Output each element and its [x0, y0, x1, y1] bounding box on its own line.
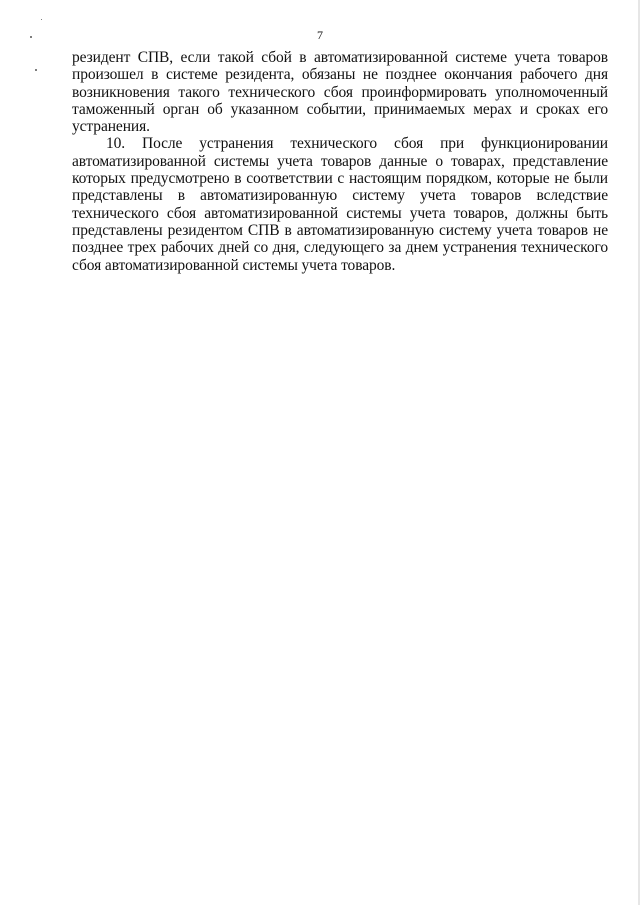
scan-speck: [35, 69, 37, 71]
scan-speck: [41, 19, 42, 20]
page-number: 7: [317, 28, 323, 42]
document-body: [72, 49, 608, 274]
paragraph-item-10: 10. После устранения технического сбоя при функционировании автоматизированной системы учета товаров данные о товарах, представление которых предусмотрено в соответствии с настоящим порядком, которые не были представлены в автоматизированную систему учета товаров вследствие технического сбоя автоматизированной системы учета товаров, должны быть представлены резидентом СПВ в автоматизированную систему учета товаров не позднее трех рабочих дней со дня, следующего за днем устранения технического сбоя автоматизированной системы учета товаров.: [72, 135, 608, 274]
paragraph-continuation: резидент СПВ, если такой сбой в автоматизированной системе учета товаров произошел в системе резидента, обязаны не позднее окончания рабочего дня возникновения такого технического сбоя проинформировать уполномоченный таможенный орган об указанном событии, принимаемых мерах и сроках его устранения.: [72, 49, 608, 136]
